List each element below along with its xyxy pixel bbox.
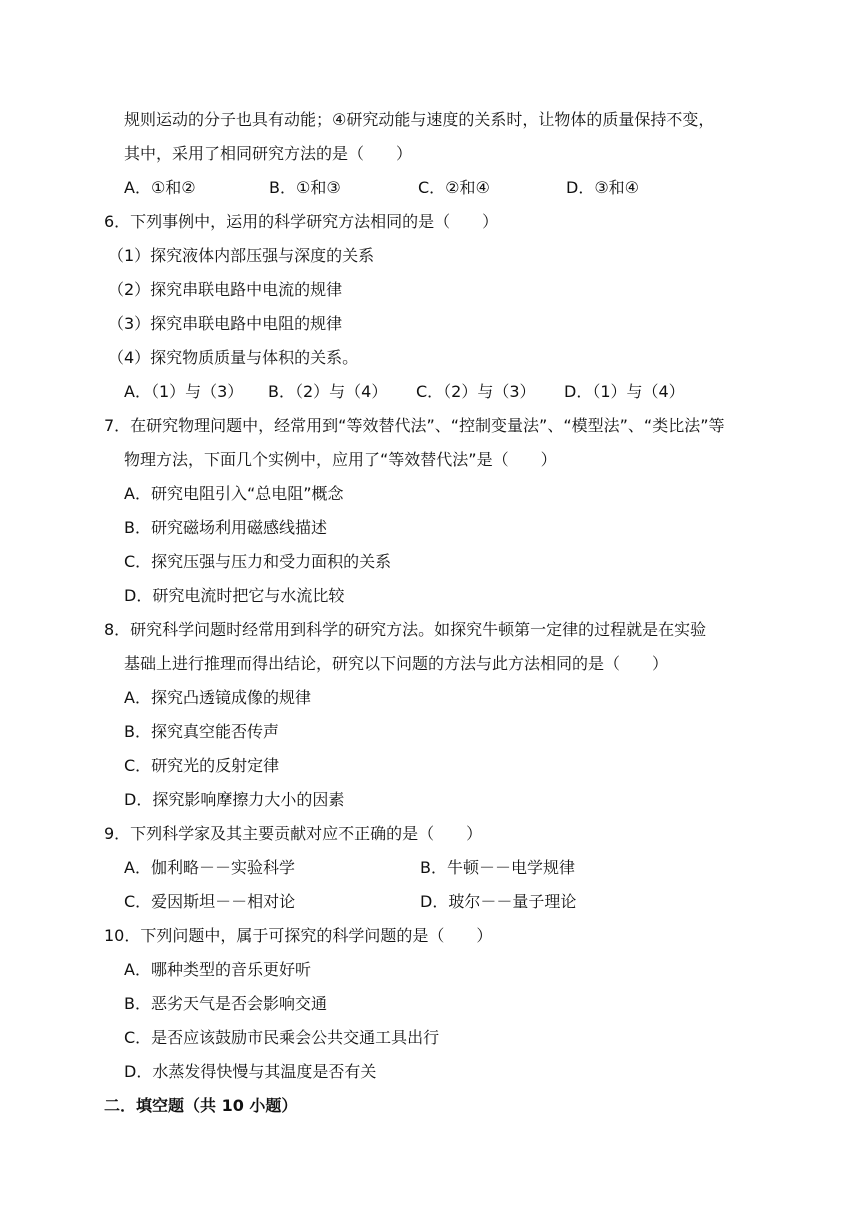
- q9-option-b: B．牛顿－－电学规律: [420, 858, 575, 877]
- q10-option-a: A．哪种类型的音乐更好听: [124, 960, 311, 979]
- q5-option-d: D．③和④: [566, 178, 640, 197]
- q9-option-d: D．玻尔－－量子理论: [420, 892, 577, 911]
- q5-line1: 规则运动的分子也具有动能；④研究动能与速度的关系时，让物体的质量保持不变，: [124, 110, 715, 129]
- q8-line2: 基础上进行推理而得出结论，研究以下问题的方法与此方法相同的是（ ）: [124, 654, 669, 673]
- q8-option-b: B．探究真空能否传声: [124, 722, 279, 741]
- q10-option-c: C．是否应该鼓励市民乘会公共交通工具出行: [124, 1028, 440, 1047]
- q7-option-b: B．研究磁场利用磁感线描述: [124, 518, 327, 537]
- q6-option-b: B．（2）与（4）: [268, 382, 388, 401]
- q9-option-a: A．伽利略－－实验科学: [124, 858, 295, 877]
- q7-line1: 7．在研究物理问题中，经常用到“等效替代法”、“控制变量法”、“模型法”、“类比法”等: [104, 416, 725, 435]
- q9-options-row1: [0, 858, 860, 878]
- q9-option-c: C．爱因斯坦－－相对论: [124, 892, 296, 911]
- q7-option-a: A．研究电阻引入“总电阻”概念: [124, 484, 344, 503]
- q6-item-1: （1）探究液体内部压强与深度的关系: [108, 246, 375, 265]
- q6-option-d: D．（1）与（4）: [564, 382, 685, 401]
- q6-stem: 6．下列事例中，运用的科学研究方法相同的是（ ）: [104, 212, 499, 231]
- q6-option-a: A．（1）与（3）: [124, 382, 244, 401]
- q6-option-c: C．（2）与（3）: [416, 382, 536, 401]
- q9-options-row2: [0, 892, 860, 912]
- q6-item-4: （4）探究物质质量与体积的关系。: [108, 348, 359, 367]
- q10-stem: 10．下列问题中，属于可探究的科学问题的是（ ）: [104, 926, 493, 945]
- q6-item-3: （3）探究串联电路中电阻的规律: [108, 314, 343, 333]
- q6-options: [0, 382, 860, 402]
- q8-option-a: A．探究凸透镜成像的规律: [124, 688, 311, 707]
- q5-option-b: B．①和③: [269, 178, 341, 197]
- q5-option-a: A．①和②: [124, 178, 196, 197]
- q9-stem: 9．下列科学家及其主要贡献对应不正确的是（ ）: [104, 824, 483, 843]
- q8-option-d: D．探究影响摩擦力大小的因素: [124, 790, 345, 809]
- q5-options: [0, 178, 860, 198]
- q10-option-b: B．恶劣天气是否会影响交通: [124, 994, 327, 1013]
- section-heading: 二．填空题（共 10 小题）: [104, 1096, 298, 1115]
- q8-line1: 8．研究科学问题时经常用到科学的研究方法。如探究牛顿第一定律的过程就是在实验: [104, 620, 707, 639]
- q5-option-c: C．②和④: [418, 178, 490, 197]
- q7-option-c: C．探究压强与压力和受力面积的关系: [124, 552, 392, 571]
- q7-option-d: D．研究电流时把它与水流比较: [124, 586, 345, 605]
- q7-line2: 物理方法，下面几个实例中，应用了“等效替代法”是（ ）: [124, 450, 557, 469]
- q5-line2: 其中，采用了相同研究方法的是（ ）: [124, 144, 413, 163]
- q10-option-d: D．水蒸发得快慢与其温度是否有关: [124, 1062, 377, 1081]
- q8-option-c: C．研究光的反射定律: [124, 756, 280, 775]
- q6-item-2: （2）探究串联电路中电流的规律: [108, 280, 343, 299]
